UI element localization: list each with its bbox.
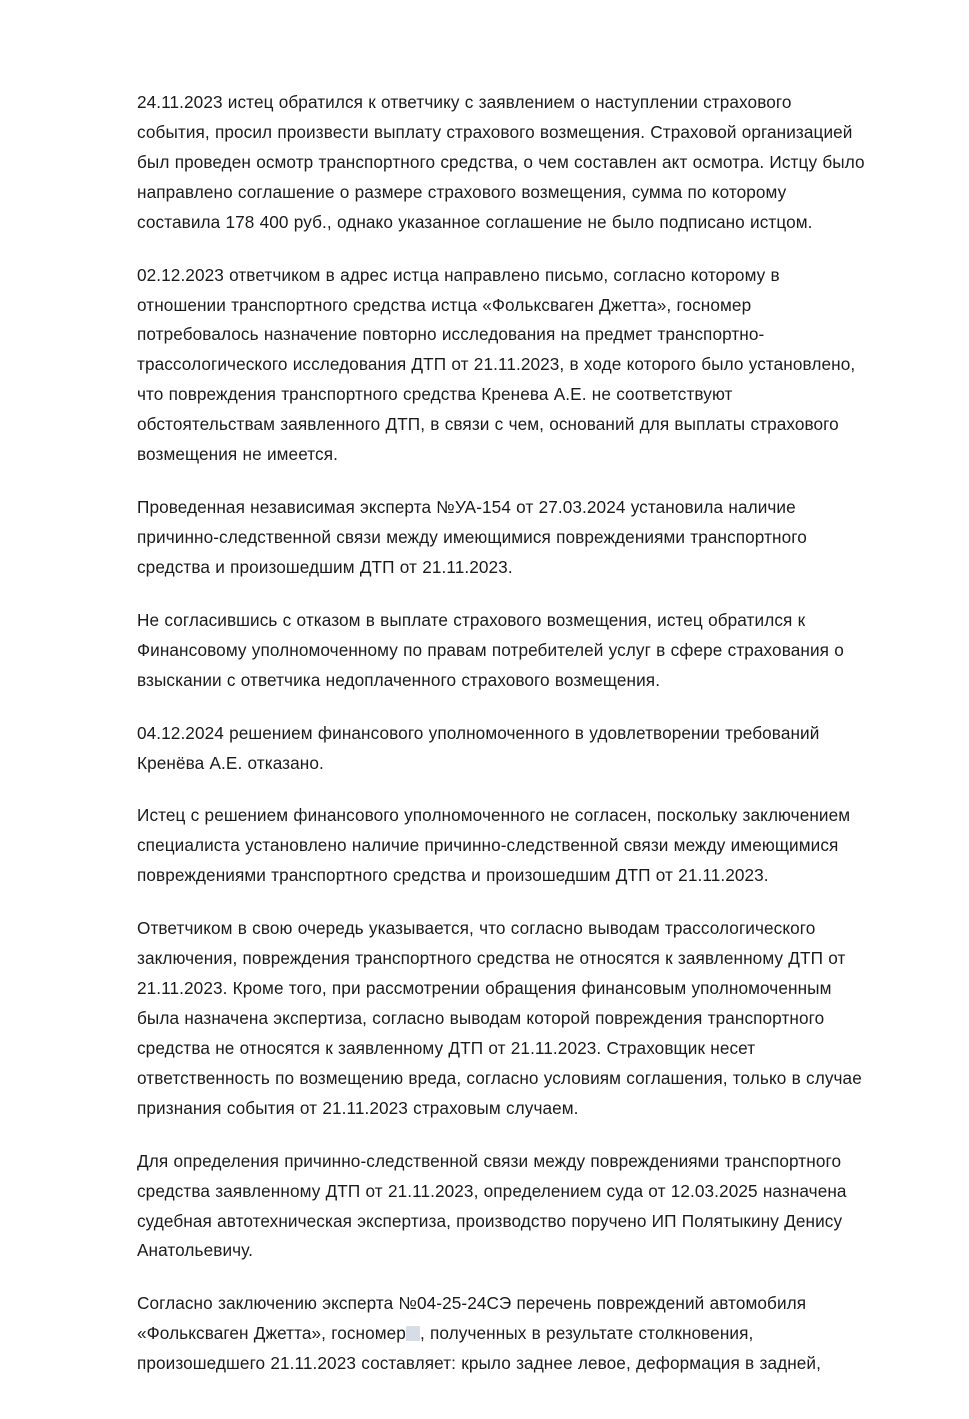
paragraph: Проведенная независимая эксперта №УА-154 от 27.03.2024 установила наличие причинно-следственной связи между имеющимися повреждениями транспортного средства и произошедшим ДТП от 21.11.2023. bbox=[137, 497, 807, 577]
paragraph-text-before-redaction: Согласно заключению эксперта №04-25-24СЭ перечень повреждений автомобиля «Фольксваген Джетта», госномер bbox=[137, 1293, 807, 1344]
redaction-block bbox=[406, 1326, 420, 1341]
paragraph: Ответчиком в свою очередь указывается, что согласно выводам трассологического заключения, повреждения транспортного средства не относятся к заявленному ДТП от 21.11.2023. Кроме того, при рассмотрении обращения финансовым уполномоченным была назначена экспертиза, согласно выводам которой повреждения транспортного средства не относятся к заявленному ДТП от 21.11.2023. Страховщик несет ответственность по возмещению вреда, согласно условиям соглашения, только в случае признания события от 21.11.2023 страховым случаем. bbox=[137, 918, 862, 1118]
document-body bbox=[137, 88, 869, 1379]
paragraph: Истец с решением финансового уполномоченного не согласен, поскольку заключением специалиста установлено наличие причинно-следственной связи между имеющимися повреждениями транспортного средства и произошедшим ДТП от 21.11.2023. bbox=[137, 805, 851, 886]
paragraph-text-after-redaction: , полученных в результате столкновения, произошедшего 21.11.2023 составляет: крыло заднее левое, деформация в задней, bbox=[137, 1323, 821, 1374]
paragraph-with-redaction bbox=[137, 1289, 869, 1379]
paragraph: 04.12.2024 решением финансового уполномоченного в удовлетворении требований Кренёва А.Е. отказано. bbox=[137, 722, 820, 773]
paragraph: Не согласившись с отказом в выплате страхового возмещения, истец обратился к Финансовому уполномоченному по правам потребителей услуг в сфере страхования о взыскании с ответчика недоплаченного страхового возмещения. bbox=[137, 609, 844, 690]
paragraph: Для определения причинно-следственной связи между повреждениями транспортного средства заявленному ДТП от 21.11.2023, определением суда от 12.03.2025 назначена судебная автотехническая экспертиза, производство поручено ИП Полятыкину Денису Анатольевичу. bbox=[137, 1150, 847, 1261]
paragraph: 02.12.2023 ответчиком в адрес истца направлено письмо, согласно которому в отношении транспортного средства истца «Фольксваген Джетта», госномер потребовалось назначение повторно исследования на предмет транспортно-трассологического исследования ДТП от 21.11.2023, в ходе которого было установлено, что повреждения транспортного средства Кренева А.Е. не соответствуют обстоятельствам заявленного ДТП, в связи с чем, оснований для выплаты страхового возмещения не имеется. bbox=[137, 264, 856, 465]
paragraph: 24.11.2023 истец обратился к ответчику с заявлением о наступлении страхового события, просил произвести выплату страхового возмещения. Страховой организацией был проведен осмотр транспортного средства, о чем составлен акт осмотра. Истцу было направлено соглашение о размере страхового возмещения, сумма по которому составила 178 400 руб., однако указанное соглашение не было подписано истцом. bbox=[137, 92, 865, 232]
